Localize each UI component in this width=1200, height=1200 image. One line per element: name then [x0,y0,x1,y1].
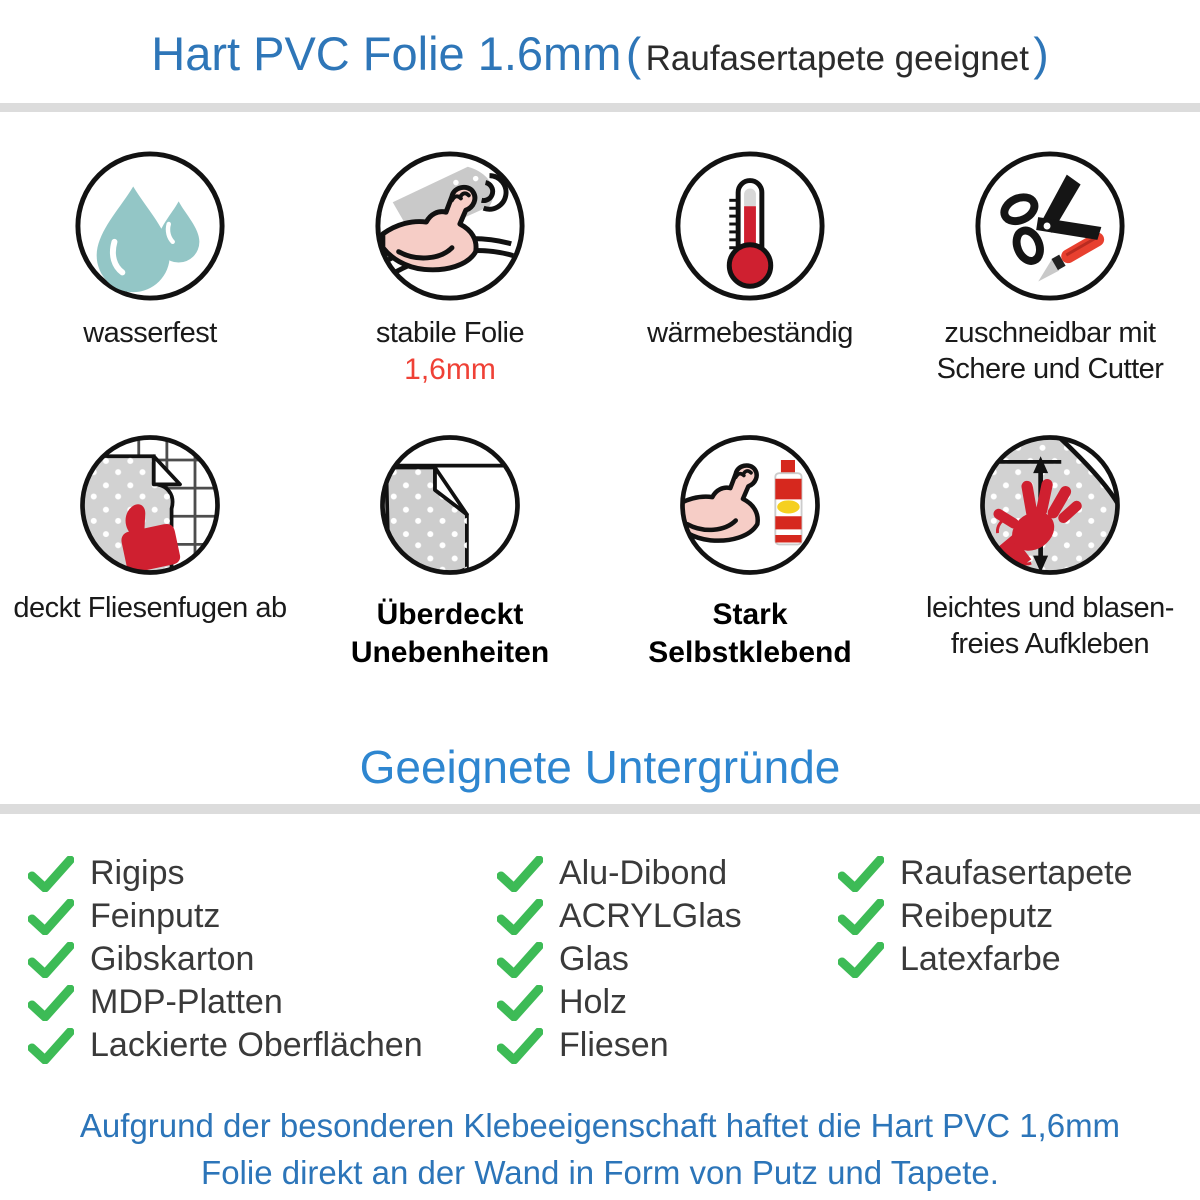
feature-label: Stark Selbstklebend [648,598,852,669]
list-item: Alu-Dibond [497,852,742,895]
page-title-main: Hart PVC Folie 1.6mm [151,27,622,80]
feature-fliesenfugen [13,430,286,672]
muscle-foil-icon [371,147,529,305]
surfaces-column-3 [838,852,1133,981]
list-item: Latexfarbe [838,938,1133,981]
foil-fold-icon [375,430,525,580]
checkmark-icon [28,985,74,1021]
feature-grid [0,147,1200,672]
checkmark-icon [838,942,884,978]
page-title-paren-close: ) [1033,28,1049,80]
feature-label: leichtes und blasen- freies Aufkleben [926,592,1174,660]
checkmark-icon [497,899,543,935]
checkmark-icon [497,856,543,892]
page-title [0,26,1200,81]
thermometer-icon [671,147,829,305]
checkmark-icon [28,1028,74,1064]
checkmark-icon [497,1028,543,1064]
feature-label: stabile Folie 1,6mm [376,315,524,389]
list-item: MDP-Platten [28,981,423,1024]
checkmark-icon [28,899,74,935]
hand-press-icon [975,430,1125,580]
feature-zuschneidbar [937,147,1164,430]
water-drops-icon [71,147,229,305]
checkmark-icon [838,856,884,892]
surfaces-list [0,852,1200,1082]
list-item: Gibskarton [28,938,423,981]
feature-selbstklebend [648,430,851,672]
surfaces-heading: Geeignete Untergründe [359,741,841,793]
checkmark-icon [838,899,884,935]
checkmark-icon [28,942,74,978]
feature-label: wasserfest [83,317,217,349]
feature-wasserfest [71,147,229,430]
page-title-paren-open: ( [625,28,642,80]
feature-waermebestaendig [647,147,853,430]
footer-note-line2: Folie direkt an der Wand in Form von Putz und Tapete. [201,1154,999,1191]
feature-aufkleben [926,430,1174,672]
thickness-value: 1,6mm [404,353,496,386]
list-item: Fliesen [497,1024,742,1067]
feature-label: zuschneidbar mit Schere und Cutter [936,317,1164,385]
feature-label: deckt Fliesenfugen ab [13,592,287,624]
list-item: Rigips [28,852,423,895]
list-item: Holz [497,981,742,1024]
divider-surfaces [0,804,1200,814]
footer-note-line1: Aufgrund der besonderen Klebeeigenschaft haftet die Hart PVC 1,6mm [79,1107,1121,1144]
list-item: Raufasertapete [838,852,1133,895]
tiles-thumb-icon [75,430,225,580]
page-title-paren-text: Raufasertapete geeignet [645,39,1029,78]
surfaces-column-1 [28,852,423,1067]
list-item: Lackierte Oberflächen [28,1024,423,1067]
checkmark-icon [497,985,543,1021]
scissors-cutter-icon [971,147,1129,305]
feature-label: Überdeckt Unebenheiten [350,598,550,669]
feature-label: wärmebeständig [647,317,853,349]
checkmark-icon [497,942,543,978]
feature-stabile-folie [371,147,529,430]
list-item: Feinputz [28,895,423,938]
divider-top [0,103,1200,112]
feature-unebenheiten [351,430,549,672]
list-item: Reibeputz [838,895,1133,938]
footer-note [0,1102,1200,1196]
list-item: ACRYLGlas [497,895,742,938]
muscle-glue-icon [675,430,825,580]
surfaces-column-2 [497,852,742,1067]
checkmark-icon [28,856,74,892]
list-item: Glas [497,938,742,981]
